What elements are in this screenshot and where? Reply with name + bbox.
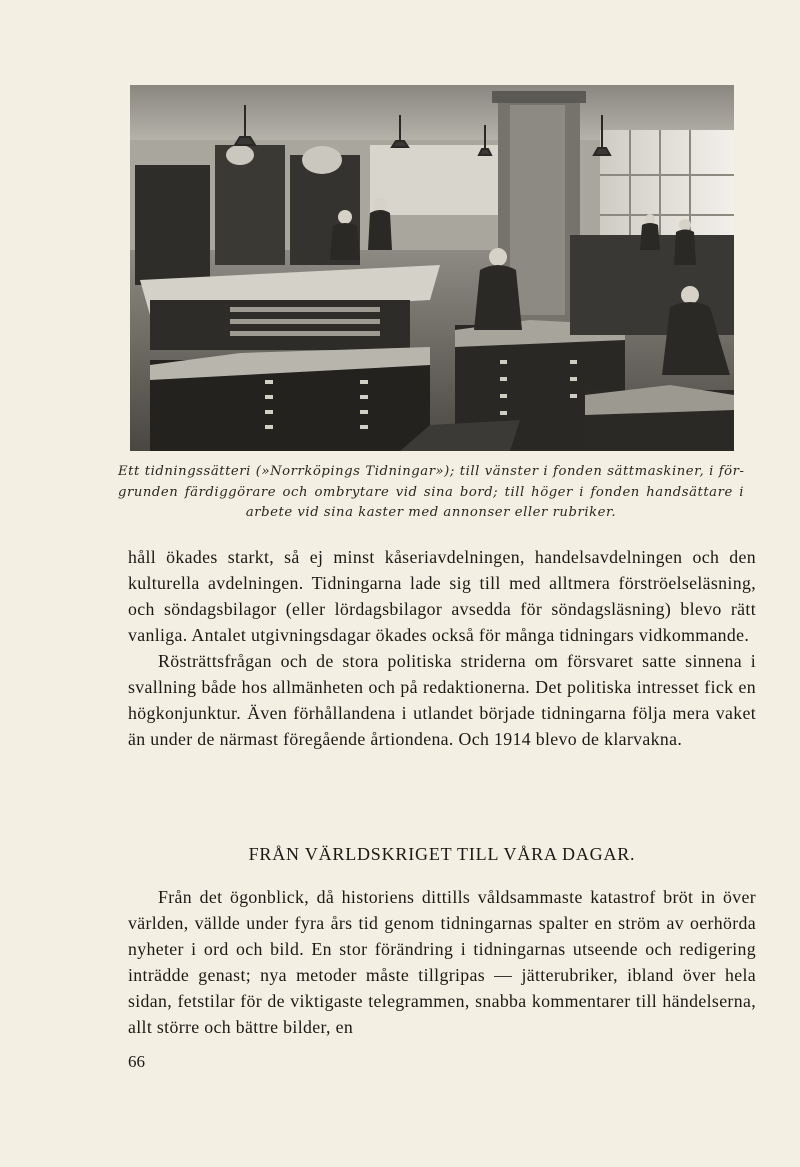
section-heading: FRÅN VÄRLDSKRIGET TILL VÅRA DAGAR.: [248, 844, 636, 864]
page-number: 66: [128, 1052, 145, 1071]
paragraph: håll ökades starkt, så ej minst kåseriavdelningen, handelsavdelningen och den kulturella avdelningen. Tidningarna lade sig till med alltmera förströelseläsning, och söndagsbilagor (eller lördagsbilagor avsedda för söndagsläsning) blevo rätt vanliga. Antalet utgivningsdagar ökades också för många tidningars vidkommande.: [128, 547, 756, 645]
photo-caption: Ett tidningssätteri (»Norrköpings Tidningar»); till vänster i fonden sättmaskiner, i förgrunden färdiggörare och ombrytare vid sina bord; till höger i fonden handsättare i arbete vid sina kaster med annonser eller rubriker.: [118, 464, 744, 520]
paragraph: Rösträttsfrågan och de stora politiska striderna om försvaret satte sinnena i svallning både hos allmänheten och på redaktionerna. Det politiska intresset fick en högkonjunktur. Även förhållandena i utlandet började tidningarna följa mera vaket än under de närmast föregående årtiondena. Och 1914 blevo de klarvakna.: [128, 651, 756, 749]
body-text-upper: [128, 544, 756, 752]
body-text-lower: [128, 884, 756, 1040]
composing-room-photo: [130, 85, 734, 451]
paragraph: Från det ögonblick, då historiens dittills våldsammaste katastrof bröt in över världen, vällde under fyra års tid genom tidningarnas spalter en ström av oerhörda nyheter i ord och bild. En stor förändring i tidningarnas utseende och redigering inträdde genast; nya metoder måste tillgripas — jätterubriker, ibland över hela sidan, fetstilar för de viktigaste telegrammen, snabba kommentarer till händelserna, allt större och bättre bilder, en: [128, 887, 756, 1037]
